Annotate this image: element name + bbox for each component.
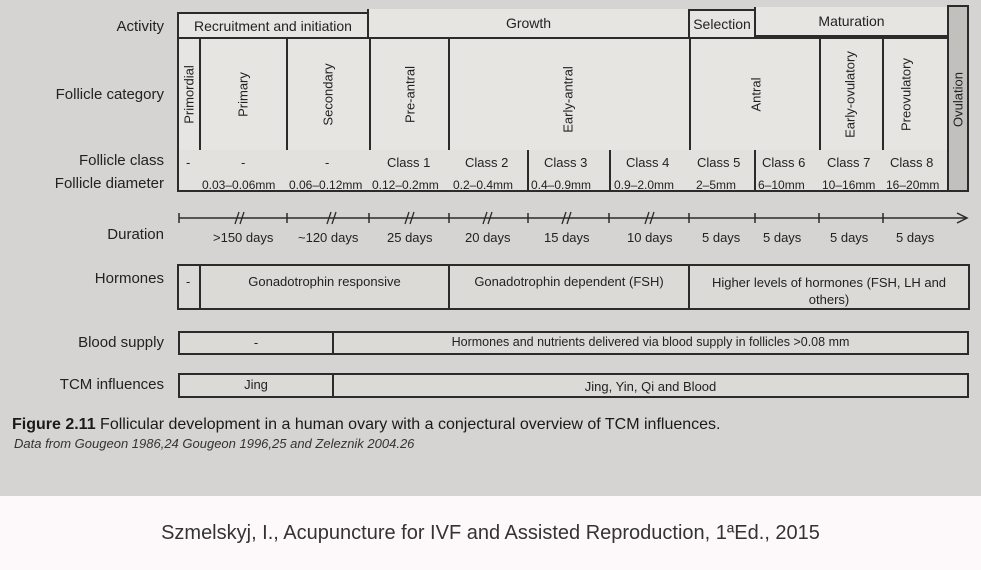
category-pre-antral: Pre-antral: [402, 65, 418, 124]
tcm-1: Jing, Yin, Qi and Blood: [584, 379, 717, 394]
category-ovulation: Ovulation: [950, 72, 966, 127]
diameter-0: 0.03–0.06mm: [202, 178, 276, 192]
divider: [754, 150, 756, 192]
hormones-1: Gonadotrophin responsive: [248, 274, 401, 289]
label-class: Follicle class: [78, 152, 164, 169]
class-3: Class 1: [387, 155, 431, 170]
category-early-ovulatory: Early-ovulatory: [842, 51, 858, 138]
diameter-3: 0.2–0.4mm: [453, 178, 514, 192]
class-5: Class 3: [544, 155, 588, 170]
divider: [527, 150, 529, 192]
duration-8: 5 days: [830, 230, 869, 245]
duration-timeline: [177, 205, 972, 229]
divider: [609, 150, 611, 192]
duration-2: 25 days: [387, 230, 433, 245]
hormones-0: -: [186, 274, 191, 289]
diameter-7: 6–10mm: [758, 178, 805, 192]
activity-maturation-text: Maturation: [818, 13, 885, 29]
hormones-2: Gonadotrophin dependent (FSH): [474, 274, 664, 289]
class-4: Class 2: [465, 155, 509, 170]
figure-source: Data from Gougeon 1986,24 Gougeon 1996,25 and Zeleznik 2004.26: [14, 436, 415, 451]
diameter-6: 2–5mm: [696, 178, 737, 192]
label-hormones: Hormones: [94, 270, 164, 287]
blood-0: -: [253, 335, 259, 350]
label-diameter: Follicle diameter: [54, 175, 164, 192]
class-9: Class 7: [827, 155, 871, 170]
category-antral: Antral: [748, 77, 764, 112]
activity-selection: [688, 9, 756, 39]
class-10: Class 8: [890, 155, 934, 170]
class-8: Class 6: [762, 155, 806, 170]
duration-5: 10 days: [627, 230, 673, 245]
diameter-8: 10–16mm: [822, 178, 876, 192]
tcm-0: Jing: [244, 377, 268, 392]
class-6: Class 4: [626, 155, 670, 170]
diameter-1: 0.06–0.12mm: [289, 178, 363, 192]
label-duration: Duration: [107, 226, 164, 243]
duration-7: 5 days: [763, 230, 802, 245]
activity-recruitment: [177, 12, 369, 39]
activity-growth-text: Growth: [505, 15, 552, 31]
activity-maturation: [754, 7, 949, 37]
diameter-5: 0.9–2.0mm: [614, 178, 675, 192]
category-early-antral: Early-antral: [560, 66, 576, 133]
category-preovulatory: Preovulatory: [898, 58, 914, 131]
label-tcm: TCM influences: [59, 376, 164, 393]
category-primordial: Primordial: [181, 65, 197, 124]
category-primary: Primary: [235, 72, 251, 117]
figure-caption: [12, 416, 720, 434]
book-citation: Szmelskyj, I., Acupuncture for IVF and Assisted Reproduction, 1ªEd., 2015: [0, 496, 981, 570]
activity-growth: [367, 9, 690, 39]
class-1: -: [241, 155, 246, 170]
label-category: Follicle category: [55, 86, 164, 103]
class-7: Class 5: [697, 155, 741, 170]
duration-6: 5 days: [702, 230, 741, 245]
blood-1: Hormones and nutrients delivered via blood supply in follicles >0.08 mm: [451, 335, 850, 349]
class-2: -: [325, 155, 330, 170]
diameter-9: 16–20mm: [886, 178, 940, 192]
duration-9: 5 days: [896, 230, 935, 245]
duration-0: >150 days: [213, 230, 274, 245]
activity-recruitment-text: Recruitment and initiation: [194, 17, 352, 34]
duration-4: 15 days: [544, 230, 590, 245]
figure-label: Figure 2.11: [12, 416, 96, 433]
duration-3: 20 days: [465, 230, 511, 245]
label-activity: Activity: [116, 18, 164, 35]
label-blood: Blood supply: [78, 334, 164, 351]
diameter-2: 0.12–0.2mm: [372, 178, 439, 192]
figure-caption-text: Follicular development in a human ovary with a conjectural overview of TCM influences.: [100, 416, 721, 433]
hormones-3: Higher levels of hormones (FSH, LH and others): [711, 275, 947, 307]
activity-selection-text: Selection: [693, 16, 751, 32]
duration-1: ~120 days: [298, 230, 359, 245]
category-secondary: Secondary: [320, 63, 336, 126]
diameter-4: 0.4–0.9mm: [531, 178, 592, 192]
divider: [688, 264, 690, 310]
class-0: -: [186, 155, 191, 170]
